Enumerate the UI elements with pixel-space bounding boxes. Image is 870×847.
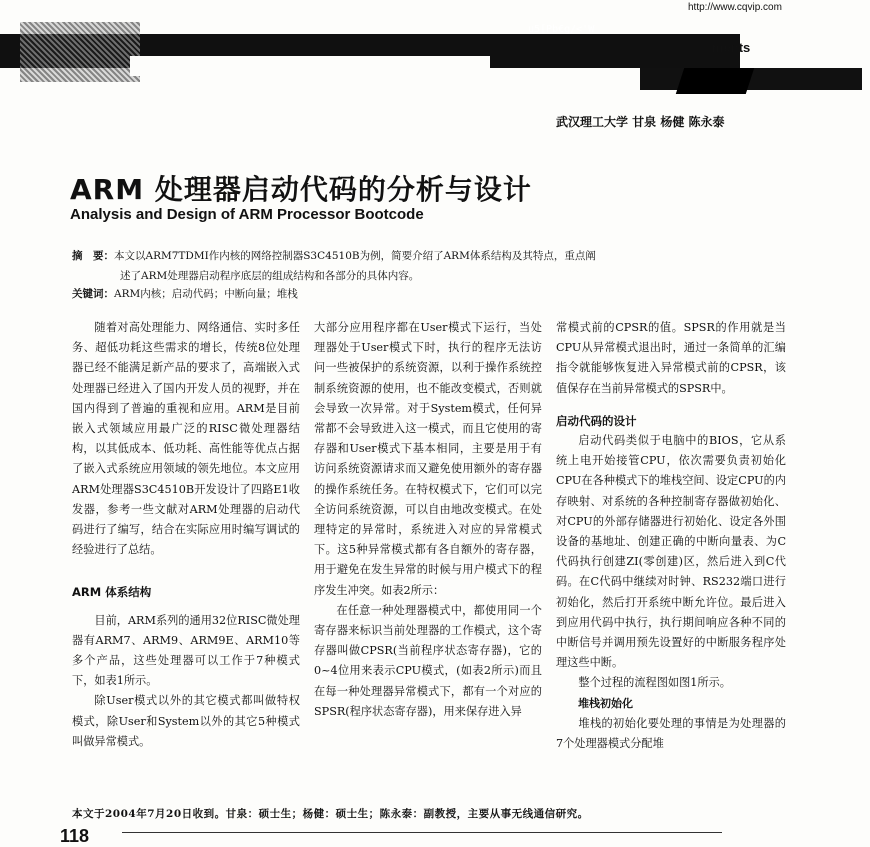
column-1	[72, 318, 300, 752]
footer-divider	[122, 832, 722, 833]
col3-paragraph-2: 启动代码类似于电脑中的BIOS，它从系统上电开始接管CPU，依次需要负责初始化CPU在各种模式下的堆栈空间、设定CPU的内存映射、对系统的各种控制寄存器做初始化、对CPU的外部存储器进行初始化、设定各外围设备的基地址、创建正确的中断向量表、为C代码执行创建ZI(零创建)区，然后进入到C代码。在C代码中继续对时钟、RS232端口进行初始化，然后打开系统中断允许位。最后进入到应用代码中执行，执行期间响应各种不同的中断信号并调用预先设置好的中断服务程序处理这些中断。	[556, 434, 786, 670]
col1-paragraph-1: 随着对高处理能力、网络通信、实时多任务、超低功耗这些需求的增长，传统8位处理器已经不能满足新产品的要求了，高端嵌入式处理器已经进入了国内开发人员的视野，并在国内得到了普遍的重视和应用。ARM是目前嵌入式领域应用最广泛的RISC微处理器结构，以其低成本、低功耗、高性能等优点占据了嵌入式系统应用领域的领先地位。本文应用ARM处理器S3C4510B开发设计了四路E1收发器，参考一些文献对ARM处理器的启动代码进行了编写，结合在实际应用时编写调试的经验进行了总结。	[72, 321, 300, 557]
keywords-text: ARM内核；启动代码；中断向量；堆栈	[114, 288, 298, 300]
title-english: Analysis and Design of ARM Processor Bootcode	[70, 206, 424, 223]
section-heading-bootcode-design: 启动代码的设计	[556, 413, 637, 428]
col3-paragraph-1: 常模式前的CPSR的值。SPSR的作用就是当CPU从异常模式退出时，通过一条简单的汇编指令就能够恢复进入异常模式前的CPSR，该值保存在当前异常模式的SPSR中。	[556, 321, 786, 395]
abstract	[72, 246, 792, 286]
title-chinese: ARM 处理器启动代码的分析与设计	[70, 173, 532, 206]
footnote: 本文于2004年7月20日收到。甘泉：硕士生；杨健：硕士生；陈永泰：副教授，主要从事无线通信研究。	[72, 808, 589, 820]
banner-texture	[20, 22, 140, 82]
banner-logo-text: ments	[712, 40, 751, 55]
subheading-stack-init: 堆栈初始化	[578, 696, 633, 710]
banner-white-band	[130, 56, 490, 76]
col3-paragraph-4: 堆栈的初始化要处理的事情是为处理器的7个处理器模式分配堆	[556, 716, 786, 751]
keywords	[72, 286, 298, 301]
abstract-label: 摘 要：	[72, 250, 114, 262]
col2-paragraph-1: 大部分应用程序都在User模式下运行，当处理器处于User模式下时，执行的程序无法访问一些被保护的系统资源，以利于操作系统控制系统资源的使用，也不能改变模式，否则就会导致一次异常。对于System模式，任何异常都不会导致进入这一模式，而且它使用的寄存器和User模式下基本相同，主要是用于有访问系统资源请求而又避免使用额外的寄存器的操作系统任务。在特权模式下，它们可以完全访问系统资源，可以自由地改变模式。在处理特定的异常时，系统进入对应的异常模式下。这5种异常模式都有各自额外的寄存器，用于避免在发生异常的时候与用户模式下的程序发生冲突。如表2所示：	[314, 321, 542, 597]
source-url[interactable]: http://www.cqvip.com	[688, 2, 782, 13]
abstract-line-1: 本文以ARM7TDMI作内核的网络控制器S3C4510B为例，简要介绍了ARM体系结构及其特点，重点阐	[114, 250, 596, 262]
banner-block	[676, 68, 754, 94]
authors: 武汉理工大学 甘泉 杨健 陈永泰	[556, 115, 725, 129]
column-3	[556, 318, 786, 754]
section-heading-arm-architecture: ARM 体系结构	[72, 585, 152, 600]
col1-paragraph-3: 除User模式以外的其它模式都叫做特权模式，除User和System以外的其它5种模式叫做异常模式。	[72, 694, 300, 748]
column-2	[314, 318, 542, 722]
banner-code-text: u5[Pb€g/<'W	[528, 24, 595, 35]
col3-paragraph-3: 整个过程的流程图如图1所示。	[578, 676, 731, 690]
page-number: 118	[60, 826, 90, 846]
keywords-label: 关键词：	[72, 288, 114, 300]
col2-paragraph-2: 在任意一种处理器模式中，都使用同一个寄存器来标识当前处理器的工作模式，这个寄存器叫做CPSR(当前程序状态寄存器)，它的0~4位用来表示CPU模式，(如表2所示)而且在每一种处理器异常模式下，都有一个对应的SPSR(程序状态寄存器)，用来保存进入异	[314, 603, 542, 718]
col1-paragraph-2: 目前，ARM系列的通用32位RISC微处理器有ARM7、ARM9、ARM9E、ARM10等多个产品，这些处理器可以工作于7种模式下，如表1所示。	[72, 613, 300, 688]
abstract-line-2: 述了ARM处理器启动程序底层的组成结构和各部分的具体内容。	[120, 270, 420, 282]
